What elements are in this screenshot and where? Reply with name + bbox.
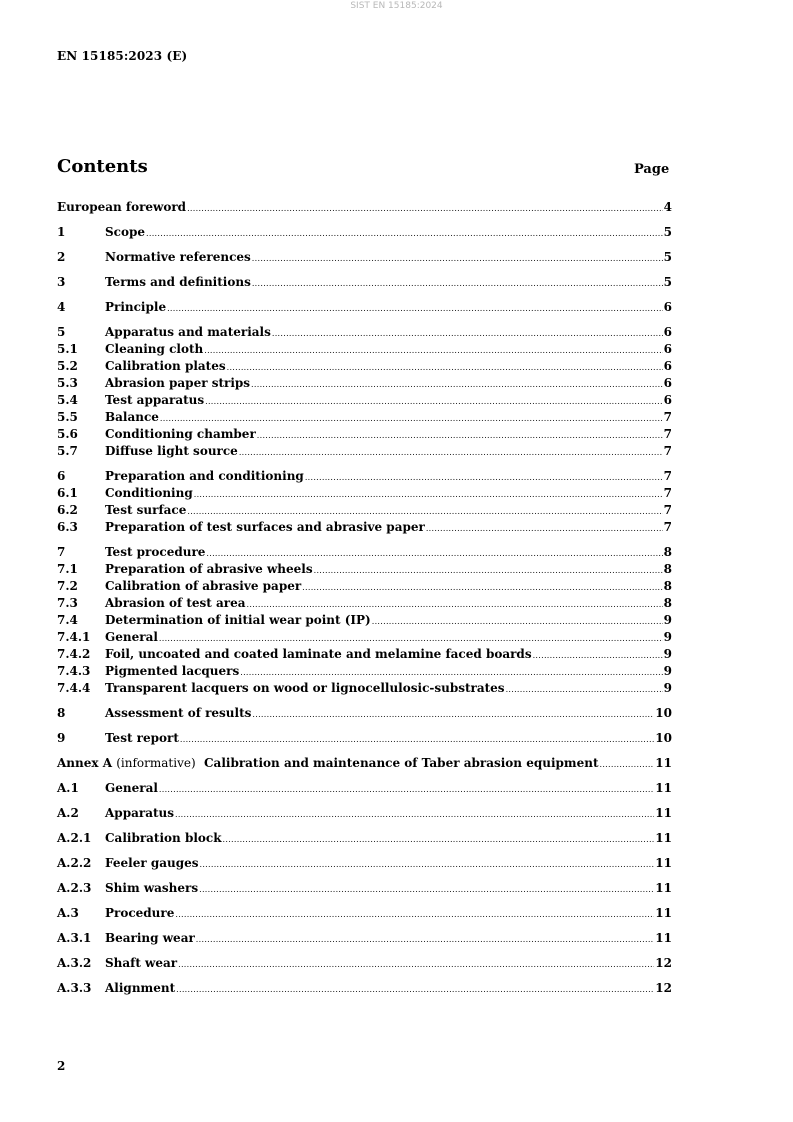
toc-entry-page: 5 [663, 275, 672, 289]
toc-entry-page: 11 [655, 831, 672, 845]
toc-entry-number: 7.4.3 [57, 664, 91, 678]
toc-entry-title: Assessment of results [105, 706, 252, 720]
toc-entry-number: 7.4 [57, 613, 78, 627]
toc-entry[interactable] [57, 468, 672, 485]
annex-label: Annex A [57, 756, 113, 770]
toc-entry[interactable] [57, 930, 672, 947]
leader-dots [187, 503, 662, 520]
toc-entry-number: A.2.1 [57, 831, 92, 845]
toc-entry[interactable] [57, 358, 672, 375]
toc-entry-title: Transparent lacquers on wood or lignocellulosic-substrates [105, 681, 505, 695]
leader-dots [176, 981, 654, 998]
toc-entry[interactable] [57, 392, 672, 409]
toc-entry[interactable] [57, 955, 672, 972]
toc-entry-title: General [105, 781, 158, 795]
toc-entry-page: 12 [655, 956, 672, 970]
toc-entry-title: Terms and definitions [105, 275, 251, 289]
toc-entry-number: 5.5 [57, 410, 78, 424]
toc-entry[interactable] [57, 780, 672, 797]
toc-entry-page: 4 [663, 200, 672, 214]
toc-entry-number: 7.1 [57, 562, 78, 576]
toc-entry-page: 5 [663, 225, 672, 239]
leader-dots [252, 706, 654, 723]
toc-entry-page: 9 [663, 681, 672, 695]
toc-entry-number: 7.2 [57, 579, 78, 593]
toc-entry-page: 12 [655, 981, 672, 995]
toc-entry-page: 11 [655, 806, 672, 820]
leader-dots [159, 630, 663, 647]
leader-dots [187, 200, 663, 217]
toc-entry-number: 5.1 [57, 342, 78, 356]
toc-entry[interactable] [57, 830, 672, 847]
table-of-contents [57, 199, 672, 997]
toc-entry-title: General [105, 630, 158, 644]
toc-entry-page: 11 [655, 881, 672, 895]
toc-entry-page: 8 [663, 596, 672, 610]
page-column-label: Page [634, 162, 670, 177]
toc-entry-title: Shaft wear [105, 956, 178, 970]
leader-dots [272, 325, 663, 342]
toc-entry-title: Foil, uncoated and coated laminate and melamine faced boards [105, 647, 532, 661]
toc-entry[interactable] [57, 680, 672, 697]
leader-dots [600, 756, 655, 773]
toc-entry[interactable] [57, 595, 672, 612]
toc-entry-page: 9 [663, 630, 672, 644]
toc-entry-number: 3 [57, 275, 66, 289]
toc-entry-title: Pigmented lacquers [105, 664, 240, 678]
toc-entry-page: 8 [663, 562, 672, 576]
toc-entry-title: Diffuse light source [105, 444, 238, 458]
toc-entry-title: Preparation and conditioning [105, 469, 304, 483]
toc-entry-number: A.2.3 [57, 881, 92, 895]
toc-entry-page: 6 [663, 325, 672, 339]
toc-entry[interactable] [57, 502, 672, 519]
toc-entry-title: Calibration and maintenance of Taber abrasion equipment [204, 756, 599, 770]
toc-entry[interactable] [57, 561, 672, 578]
leader-dots [206, 545, 662, 562]
leader-dots [223, 831, 655, 848]
toc-entry[interactable] [57, 519, 672, 536]
leader-dots [160, 410, 663, 427]
leader-dots [146, 225, 663, 242]
toc-entry-page: 11 [655, 931, 672, 945]
toc-entry-title: Abrasion paper strips [105, 376, 251, 390]
document-id: EN 15185:2023 (E) [57, 49, 188, 63]
toc-entry-title: Determination of initial wear point (IP) [105, 613, 371, 627]
toc-entry[interactable] [57, 663, 672, 680]
leader-dots [159, 781, 654, 798]
toc-entry-number: A.3.2 [57, 956, 92, 970]
toc-entry[interactable] [57, 426, 672, 443]
toc-entry-number: 7.4.4 [57, 681, 91, 695]
leader-dots [196, 931, 655, 948]
leader-dots [314, 562, 663, 579]
toc-entry-number: 8 [57, 706, 66, 720]
leader-dots [372, 613, 663, 630]
toc-entry-page: 9 [663, 613, 672, 627]
toc-entry[interactable] [57, 299, 672, 316]
toc-entry-title: Cleaning cloth [105, 342, 204, 356]
toc-entry-title: Preparation of abrasive wheels [105, 562, 313, 576]
toc-entry-title: Abrasion of test area [105, 596, 246, 610]
toc-entry-number: 6.2 [57, 503, 78, 517]
toc-entry-number: A.1 [57, 781, 79, 795]
toc-entry-page: 7 [663, 469, 672, 483]
toc-entry-page: 11 [655, 756, 672, 770]
leader-dots [305, 469, 663, 486]
toc-entry-number: 1 [57, 225, 66, 239]
toc-entry-page: 11 [655, 856, 672, 870]
annex-type: (informative) [116, 756, 196, 770]
toc-entry-title: Test surface [105, 503, 187, 517]
toc-entry[interactable] [57, 274, 672, 291]
toc-entry-page: 9 [663, 664, 672, 678]
toc-entry-number: 6.1 [57, 486, 78, 500]
toc-entry-page: 6 [663, 300, 672, 314]
toc-entry-annex[interactable] [57, 755, 672, 772]
leader-dots [175, 806, 654, 823]
toc-entry[interactable] [57, 880, 672, 897]
toc-entry-title: Conditioning chamber [105, 427, 256, 441]
toc-entry-title: Calibration of abrasive paper [105, 579, 302, 593]
toc-entry-page: 6 [663, 393, 672, 407]
toc-entry-title: Calibration plates [105, 359, 226, 373]
leader-dots [240, 664, 662, 681]
toc-entry-page: 8 [663, 545, 672, 559]
toc-entry[interactable] [57, 544, 672, 561]
toc-entry-number: 6 [57, 469, 66, 483]
leader-dots [506, 681, 663, 698]
toc-entry-page: 6 [663, 342, 672, 356]
leader-dots [252, 275, 663, 292]
toc-entry[interactable] [57, 224, 672, 241]
toc-entry[interactable] [57, 324, 672, 341]
toc-entry-title: Normative references [105, 250, 251, 264]
leader-dots [194, 486, 663, 503]
toc-entry[interactable] [57, 249, 672, 266]
toc-entry[interactable] [57, 578, 672, 595]
toc-entry[interactable] [57, 730, 672, 747]
toc-entry-number: 5.2 [57, 359, 78, 373]
leader-dots [533, 647, 663, 664]
toc-entry-number: 7.4.1 [57, 630, 91, 644]
toc-entry-title: Conditioning [105, 486, 193, 500]
toc-entry-title: Alignment [105, 981, 176, 995]
toc-entry-title: Calibration block [105, 831, 222, 845]
leader-dots [204, 342, 662, 359]
toc-entry-number: 2 [57, 250, 66, 264]
toc-entry-page: 7 [663, 486, 672, 500]
toc-entry-title: Test apparatus [105, 393, 205, 407]
toc-entry-number: A.2.2 [57, 856, 92, 870]
toc-entry-page: 5 [663, 250, 672, 264]
toc-entry-page: 6 [663, 359, 672, 373]
contents-heading: Contents [57, 156, 148, 177]
leader-dots [180, 731, 654, 748]
leader-dots [251, 376, 663, 393]
toc-entry-page: 11 [655, 906, 672, 920]
leader-dots [247, 596, 663, 613]
toc-entry-title: Test report [105, 731, 179, 745]
toc-entry-number: 4 [57, 300, 66, 314]
leader-dots [200, 856, 655, 873]
toc-entry[interactable] [57, 980, 672, 997]
leader-dots [252, 250, 663, 267]
toc-entry-page: 9 [663, 647, 672, 661]
toc-entry-title: Preparation of test surfaces and abrasive paper [105, 520, 425, 534]
toc-entry[interactable] [57, 905, 672, 922]
toc-entry[interactable] [57, 855, 672, 872]
leader-dots [239, 444, 663, 461]
toc-entry-page: 11 [655, 781, 672, 795]
toc-entry-page: 10 [655, 731, 672, 745]
toc-entry-number: 5.3 [57, 376, 78, 390]
toc-entry-number: 5 [57, 325, 66, 339]
toc-entry[interactable] [57, 485, 672, 502]
toc-entry-page: 10 [655, 706, 672, 720]
toc-entry[interactable] [57, 629, 672, 646]
leader-dots [199, 881, 654, 898]
toc-entry-title: Test procedure [105, 545, 206, 559]
toc-entry-title: European foreword [57, 200, 187, 214]
toc-entry-title: Apparatus [105, 806, 174, 820]
toc-entry-number: 7 [57, 545, 66, 559]
toc-entry[interactable] [57, 646, 672, 663]
toc-entry-number: 9 [57, 731, 66, 745]
page-number: 2 [57, 1059, 66, 1073]
toc-entry-title: Scope [105, 225, 146, 239]
toc-entry-number: A.3 [57, 906, 79, 920]
toc-entry[interactable] [57, 705, 672, 722]
toc-entry[interactable] [57, 199, 672, 216]
toc-entry-number: 7.3 [57, 596, 78, 610]
toc-entry-number: 6.3 [57, 520, 78, 534]
toc-entry-number: 5.6 [57, 427, 78, 441]
leader-dots [227, 359, 663, 376]
leader-dots [257, 427, 663, 444]
toc-entry-page: 7 [663, 410, 672, 424]
toc-entry-page: 8 [663, 579, 672, 593]
toc-entry-page: 7 [663, 503, 672, 517]
leader-dots [426, 520, 663, 537]
toc-entry[interactable] [57, 375, 672, 392]
watermark: SIST EN 15185:2024 [350, 1, 443, 11]
toc-entry-page: 7 [663, 427, 672, 441]
toc-entry-title: Feeler gauges [105, 856, 199, 870]
toc-entry-title: Balance [105, 410, 159, 424]
toc-entry-number: 5.7 [57, 444, 78, 458]
leader-dots [205, 393, 663, 410]
toc-entry-number: A.2 [57, 806, 79, 820]
leader-dots [175, 906, 654, 923]
toc-entry[interactable] [57, 805, 672, 822]
toc-entry-number: A.3.1 [57, 931, 92, 945]
toc-entry-title: Bearing wear [105, 931, 195, 945]
toc-entry[interactable] [57, 409, 672, 426]
toc-entry-title: Principle [105, 300, 167, 314]
toc-entry[interactable] [57, 443, 672, 460]
toc-entry[interactable] [57, 341, 672, 358]
toc-entry[interactable] [57, 612, 672, 629]
leader-dots [178, 956, 654, 973]
toc-entry-number: A.3.3 [57, 981, 92, 995]
toc-entry-page: 6 [663, 376, 672, 390]
toc-entry-title: Apparatus and materials [105, 325, 271, 339]
leader-dots [302, 579, 662, 596]
toc-entry-page: 7 [663, 444, 672, 458]
toc-entry-title: Procedure [105, 906, 175, 920]
toc-entry-page: 7 [663, 520, 672, 534]
toc-entry-title: Shim washers [105, 881, 199, 895]
toc-entry-number: 7.4.2 [57, 647, 91, 661]
toc-entry-number: 5.4 [57, 393, 78, 407]
leader-dots [167, 300, 663, 317]
